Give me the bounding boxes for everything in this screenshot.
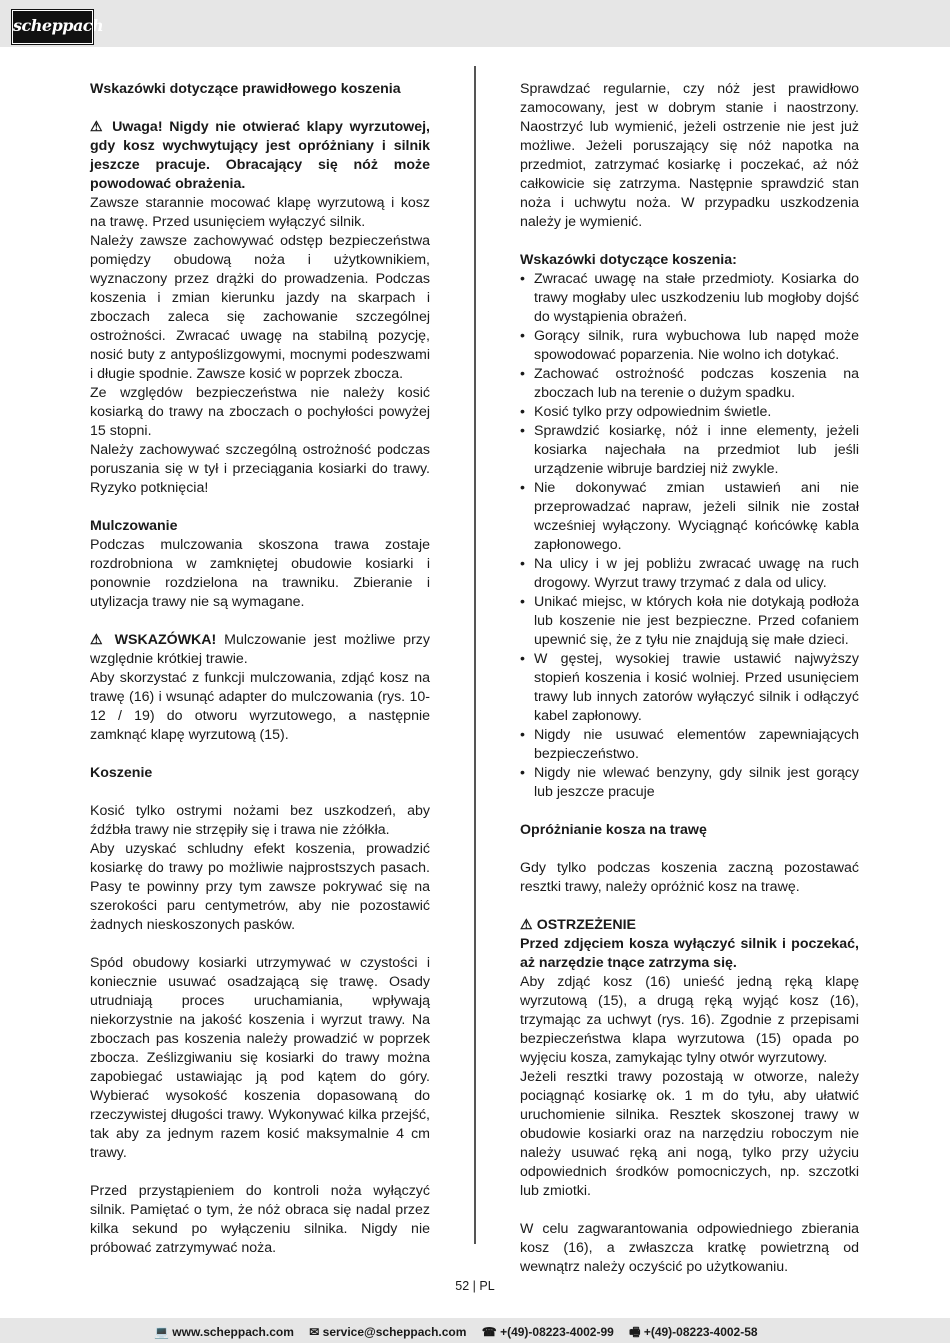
column-divider — [474, 66, 476, 1244]
section-heading-mowing-notes: Wskazówki dotyczące koszenia: — [520, 252, 737, 268]
paragraph: Ze względów bezpieczeństwa nie należy kosić kosiarką do trawy na zboczach o pochyłości powyżej 15 stopni. — [90, 385, 430, 439]
page-number: 52 | PL — [455, 1279, 495, 1293]
paragraph: Aby zdjąć kosz (16) unieść jedną ręką klapę wyrzutową (15), a drugą ręką wyjąć kosz (16), trzymając za uchwyt (rys. 16). Zgodnie z przepisami bezpieczeństwa klapa wyrzutowa (15) opada po wyjęciu kosza, zamykając tylny otwór wyrzutowy. — [520, 974, 859, 1066]
paragraph: Należy zawsze zachowywać odstęp bezpieczeństwa pomiędzy obudową noża i użytkownikiem, wyznaczony przez drążki do prowadzenia. Podczas koszenia i zmian kierunku jazdy na skarpach i zboczach zaleca się zachowanie szczególnej ostrożności. Zwracać uwagę na stabilną pozycję, nosić buty z antypoślizgowymi, mocnymi podeszwami i długie spodnie. Zawsze kosić w poprzek zbocza. — [90, 233, 430, 382]
phone-icon: ☎ — [481, 1325, 497, 1339]
section-heading-mowing-tips: Wskazówki dotyczące prawidłowego koszenia — [90, 81, 401, 97]
paragraph: Zawsze starannie mocować klapę wyrzutową i kosz na trawę. Przed usunięciem wyłączyć silnik. — [90, 195, 430, 230]
list-item: • Sprawdzić kosiarkę, nóż i inne elementy, jeżeli kosiarka najechała na przedmiot lub jeśli urządzenie wibruje bardziej niż zwykle. — [520, 422, 859, 479]
paragraph: W celu zagwarantowania odpowiedniego zbierania kosz (16), a zwłaszcza kratkę powietrzną od wewnątrz należy oczyścić po użytkowaniu. — [520, 1221, 859, 1275]
list-item: • Zwracać uwagę na stałe przedmioty. Kosiarka do trawy mogłaby ulec uszkodzeniu lub mogłoby dojść do wystąpienia obrażeń. — [520, 270, 859, 327]
paragraph: Sprawdzać regularnie, czy nóż jest prawidłowo zamocowany, jest w dobrym stanie i naostrzony. Naostrzyć lub wymienić, jeżeli ostrzenie nie jest już możliwe. Jeżeli poruszający się nóż napotka na przedmiot, zatrzymać kosiarkę i poczekać, aż nóż całkowicie się zatrzyma. Następnie sprawdzić stan noża i uchwytu noża. W przypadku uszkodzenia należy je wymienić. — [520, 81, 859, 230]
note-mulching: ⚠ WSKAZÓWKA! Mulczowanie jest możliwe przy względnie krótkiej trawie. — [90, 632, 430, 667]
email-link[interactable]: service@scheppach.com — [322, 1325, 467, 1339]
paragraph: Przed przystąpieniem do kontroli noża wyłączyć silnik. Pamiętać o tym, że nóż obraca się nadal przez kilka sekund po wyłączeniu silnika. Nigdy nie próbować zatrzymywać noża. — [90, 1183, 430, 1256]
scheppach-logo: scheppach — [12, 10, 93, 44]
warning-icon: ⚠ — [90, 632, 107, 648]
list-item: • Unikać miejsc, w których koła nie dotykają podłoża lub koszenie nie jest bezpieczne. Przed cofaniem upewnić się, że z tyłu nie znajdują się małe dzieci. — [520, 593, 859, 650]
paragraph: Kosić tylko ostrymi nożami bez uszkodzeń, aby źdźbła trawy nie strzępiły się i trawa nie zżółkła. — [90, 803, 430, 838]
section-heading-mulching: Mulczowanie — [90, 518, 178, 534]
website-link[interactable]: www.scheppach.com — [172, 1325, 294, 1339]
section-heading-mowing: Koszenie — [90, 765, 153, 781]
warning-icon: ⚠ — [520, 917, 533, 933]
warning-heading: ⚠ OSTRZEŻENIE — [520, 917, 637, 933]
fax-icon: 🖷 — [629, 1325, 641, 1339]
section-heading-emptying-bag: Opróżnianie kosza na trawę — [520, 822, 707, 838]
paragraph: Aby skorzystać z funkcji mulczowania, zdjąć kosz na trawę (16) i wsunąć adapter do mulczowania (rys. 10-12 / 19) do otworu wyrzutowego, a następnie zamknąć klapę wyrzutową (15). — [90, 670, 430, 743]
paragraph: Jeżeli resztki trawy pozostają w otworze, należy pociągnąć kosiarkę ok. 1 m do tyłu, aby ułatwić uruchomienie silnika. Resztek skoszonej trawy w obudowie kosiarki oraz na narzędziu roboczym nie należy usuwać ręką ani nogą, tylko przy użyciu odpowiednich środków pomocniczych, np. szczotki lub zmiotki. — [520, 1069, 859, 1199]
left-column — [90, 80, 430, 1258]
list-item: • Kosić tylko przy odpowiednim świetle. — [520, 403, 859, 422]
computer-icon: 💻 — [154, 1325, 169, 1339]
list-item: • Na ulicy i w jej pobliżu zwracać uwagę na ruch drogowy. Wyrzut trawy trzymać z dala od ulicy. — [520, 555, 859, 593]
list-item: • Gorący silnik, rura wybuchowa lub napęd może spowodować poparzenia. Nie wolno ich dotykać. — [520, 327, 859, 365]
right-column — [520, 80, 859, 1277]
list-item: • Nie dokonywać zmian ustawień ani nie przeprowadzać napraw, jeżeli silnik nie został wcześniej wyłączony. Wyciągnąć końcówkę kabla zapłonowego. — [520, 479, 859, 555]
list-item: • Nigdy nie usuwać elementów zapewniających bezpieczeństwo. — [520, 726, 859, 764]
list-item: • W gęstej, wysokiej trawie ustawić najwyższy stopień koszenia i kosić wolniej. Przed usunięciem trawy lub innych zatorów wyłączyć silnik i odłączyć kabel zapłonowy. — [520, 650, 859, 726]
list-item: • Nigdy nie wlewać benzyny, gdy silnik jest gorący lub jeszcze pracuje — [520, 764, 859, 802]
paragraph: Podczas mulczowania skoszona trawa zostaje rozdrobniona w zamkniętej obudowie kosiarki i ponownie rozdzielona na trawniku. Zbieranie i utylizacja trawy nie są wymagane. — [90, 537, 430, 610]
mail-icon: ✉ — [309, 1325, 320, 1339]
list-item: • Zachować ostrożność podczas koszenia na zboczach lub na terenie o dużym spadku. — [520, 365, 859, 403]
warning-text: Przed zdjęciem kosza wyłączyć silnik i poczekać, aż narzędzie tnące zatrzyma się. — [520, 936, 859, 971]
warning-icon: ⚠ — [90, 119, 106, 135]
paragraph: Aby uzyskać schludny efekt koszenia, prowadzić kosiarkę do trawy po możliwie najprostszych pasach. Pasy te powinny przy tym zawsze pokrywać się na szerokości paru centymetrów, aby nie pozostawić żadnych nieskoszonych pasków. — [90, 841, 430, 933]
fax-number: +(49)-08223-4002-58 — [643, 1325, 758, 1339]
paragraph: Gdy tylko podczas koszenia zaczną pozostawać resztki trawy, należy opróżnić kosz na trawę. — [520, 860, 859, 895]
page-header — [0, 0, 950, 47]
warning-discharge-flap: ⚠ Uwaga! Nigdy nie otwierać klapy wyrzutowej, gdy kosz wychwytujący jest opróżniany i silnik jeszcze pracuje. Obracający się nóż może powodować obrażenia. — [90, 119, 430, 192]
paragraph: Należy zachowywać szczególną ostrożność podczas poruszania się w tył i przeciągania kosiarki do trawy. Ryzyko potknięcia! — [90, 442, 430, 496]
phone-number: +(49)-08223-4002-99 — [500, 1325, 614, 1339]
mowing-notes-list — [520, 270, 859, 802]
paragraph: Spód obudowy kosiarki utrzymywać w czystości i koniecznie usuwać osadzającą się trawę. Osady utrudniają proces uruchamiania, wpływają niekorzystnie na jakość koszenia i wyrzut trawy. Na zboczach pas koszenia należy prowadzić w poprzek zbocza. Ześlizgiwaniu się kosiarki do trawy można zapobiegać ustawiając ją pod kątem do góry. Wybierać wysokość koszenia dopasowaną do rzeczywistej długości trawy. Wykonywać kilka przejść, tak aby za jednym razem kosić maksymalnie 4 cm trawy. — [90, 955, 430, 1161]
page-footer — [0, 1318, 950, 1343]
